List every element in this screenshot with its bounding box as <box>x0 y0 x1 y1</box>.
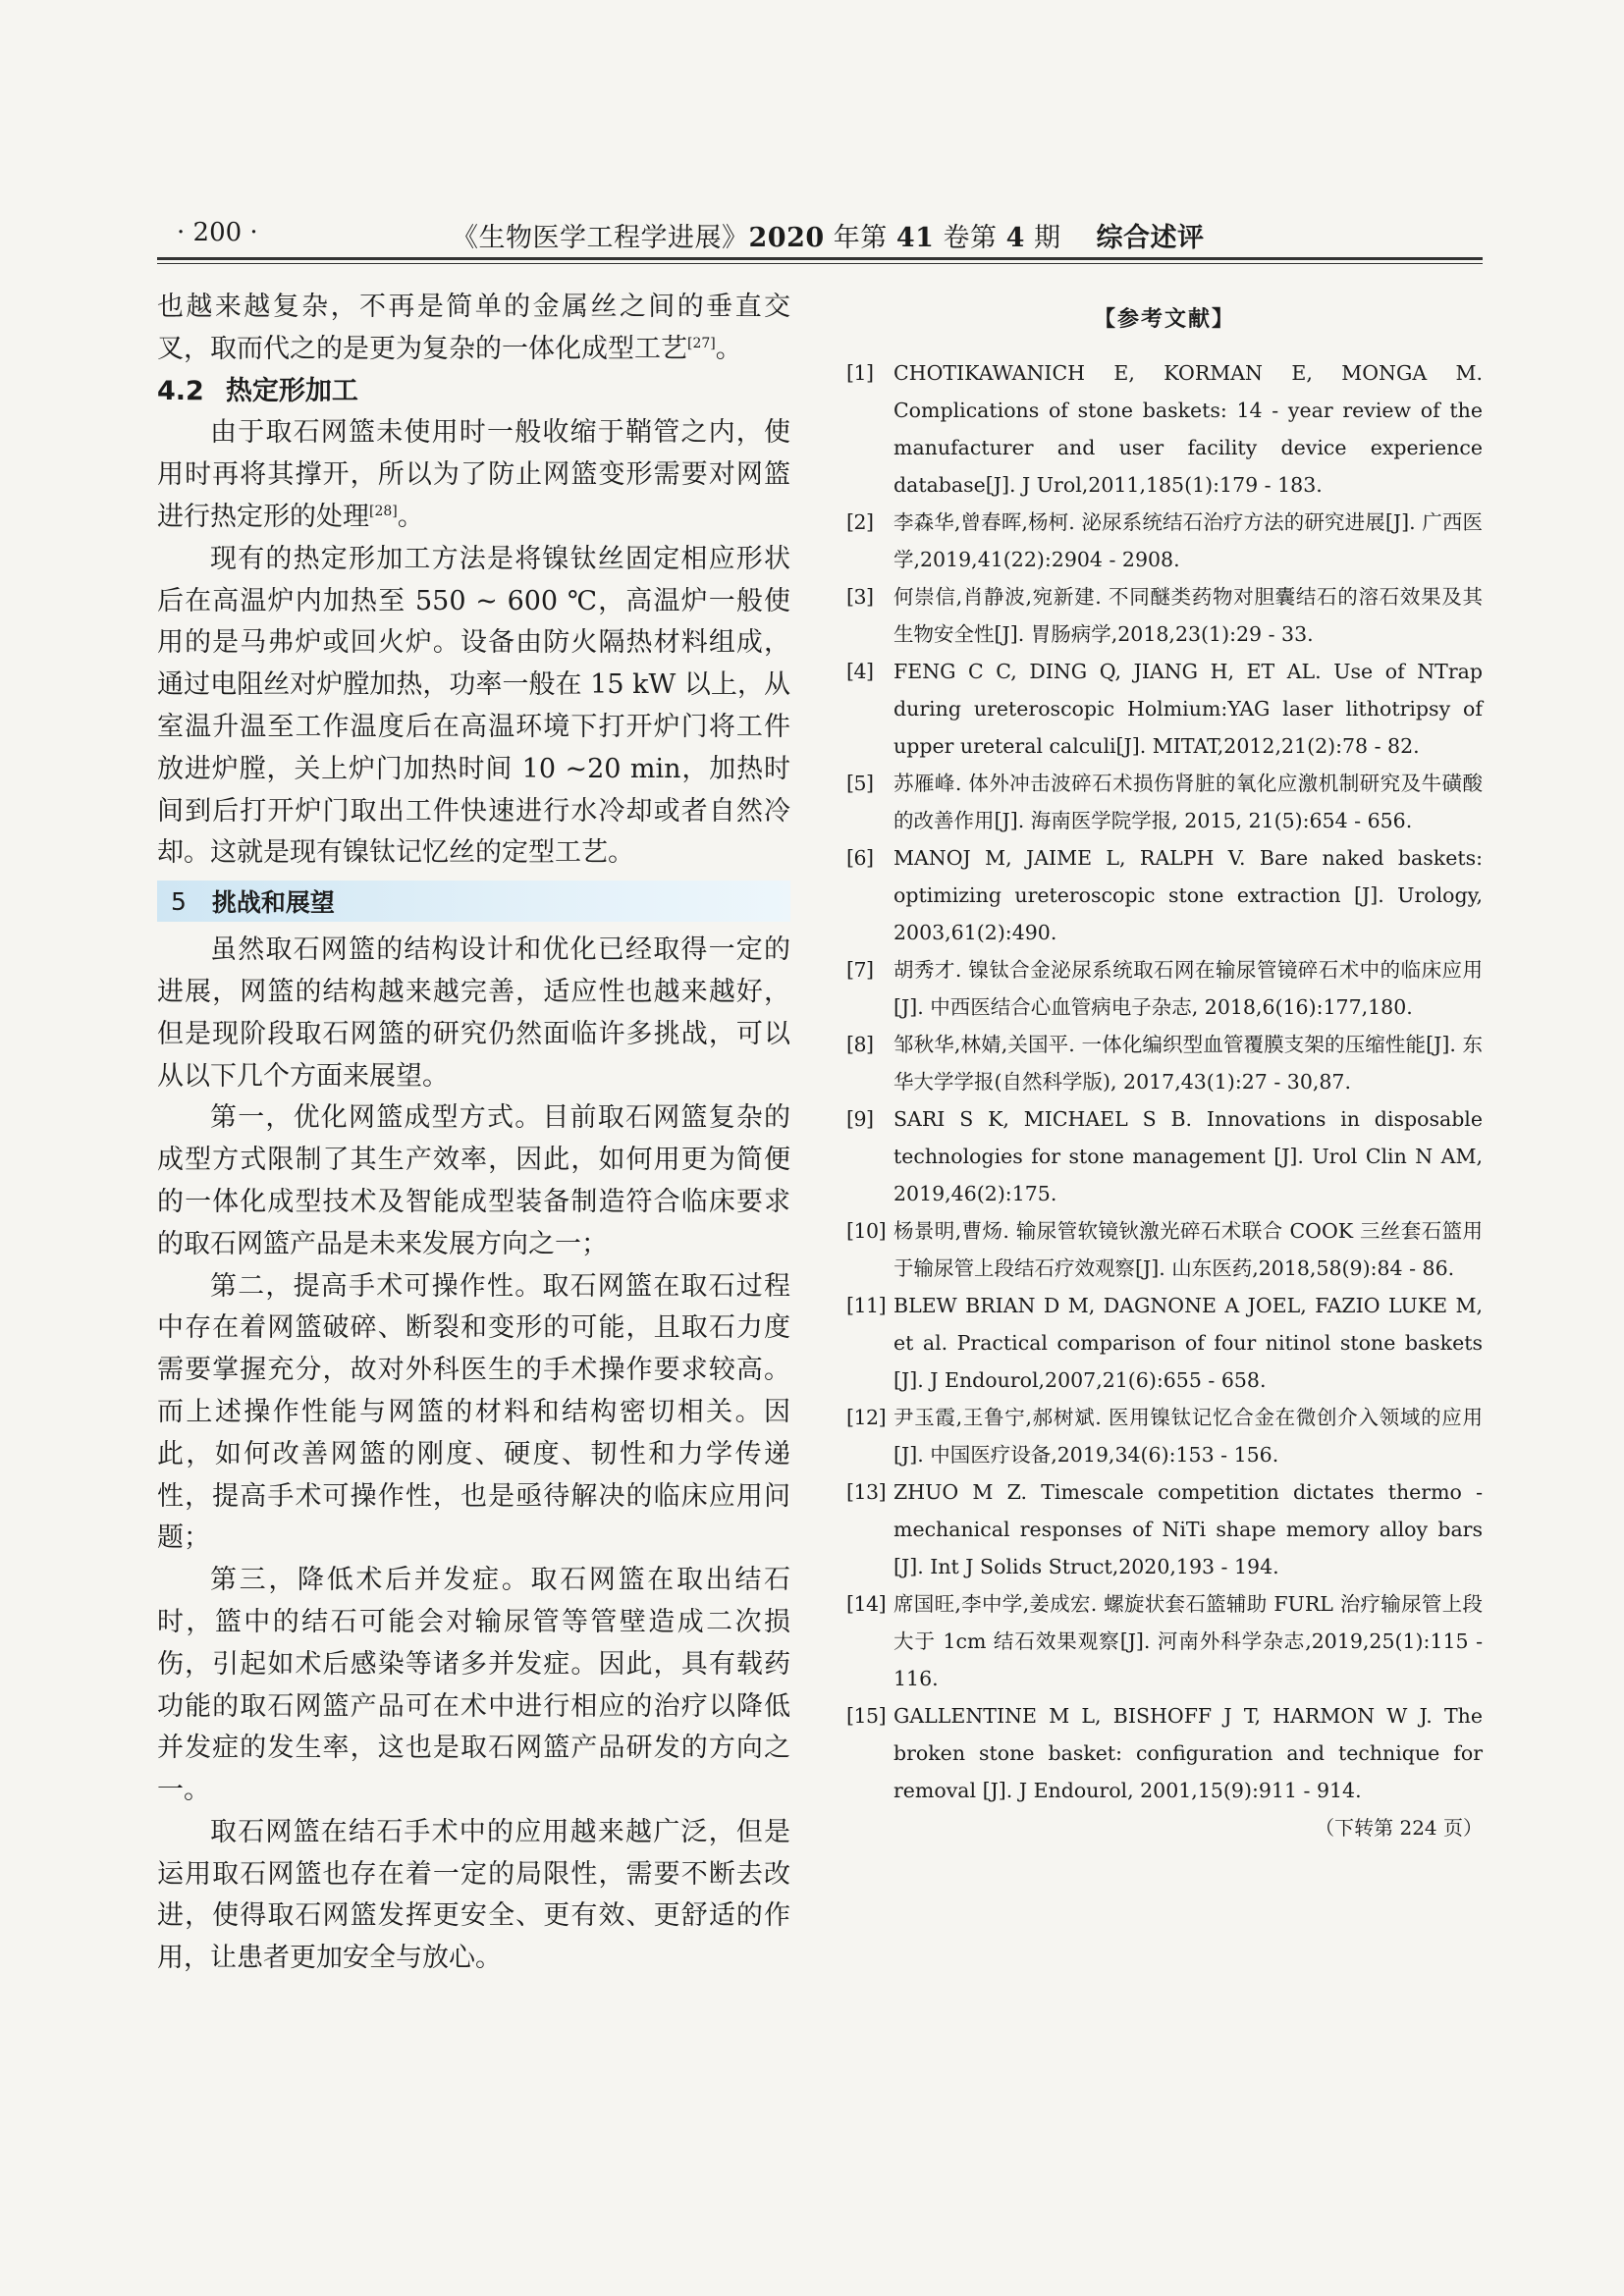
reference-text: SARI S K, MICHAEL S B. Innovations in disposable technologies for stone management [J]. Urol Clin N AM, 2019,46(2):175. <box>893 1107 1483 1205</box>
reference-item <box>846 1697 1483 1809</box>
right-column <box>846 287 1483 1844</box>
reference-item <box>846 1399 1483 1473</box>
reference-text: GALLENTINE M L, BISHOFF J T, HARMON W J. The broken stone basket: configuration and technique for removal [J]. J Endourol, 2001,15(9):911 - 914. <box>893 1704 1483 1802</box>
reference-number: [4] <box>846 660 874 683</box>
reference-item <box>846 1585 1483 1697</box>
header-rule-thin <box>157 263 1483 264</box>
journal-title: 《生物医学工程学进展》2020 年第 41 卷第 4 期 综合述评 <box>452 223 1205 253</box>
references-heading: 【参考文献】 <box>1093 307 1235 332</box>
section-heading: 5 挑战和展望 <box>157 881 790 922</box>
paragraph: 取石网篮在结石手术中的应用越来越广泛，但是运用取石网篮也存在着一定的局限性，需要不断去改进，使得取石网篮发挥更安全、更有效、更舒适的作用，让患者更加安全与放心。 <box>157 1816 790 1974</box>
subsection-heading: 4.2 热定形加工 <box>157 375 358 406</box>
paragraph: 第三，降低术后并发症。取石网篮在取出结石时，篮中的结石可能会对输尿管等管壁造成二次损伤，引起如术后感染等诸多并发症。因此，具有载药功能的取石网篮产品可在术中进行相应的治疗以降低并发症的发生率，这也是取石网篮产品研发的方向之一。 <box>157 1565 790 1806</box>
reference-number: [10] <box>846 1219 887 1243</box>
reference-number: [13] <box>846 1480 887 1504</box>
reference-item <box>846 354 1483 504</box>
reference-number: [14] <box>846 1592 887 1616</box>
reference-number: [1] <box>846 361 874 385</box>
continued-note: （下转第 224 页） <box>1315 1816 1483 1840</box>
reference-item <box>846 504 1483 578</box>
reference-item <box>846 1287 1483 1399</box>
reference-text: FENG C C, DING Q, JIANG H, ET AL. Use of NTrap during ureteroscopic Holmium:YAG laser lithotripsy of upper ureteral calculi[J]. MITAT,2012,21(2):78 - 82. <box>893 660 1483 758</box>
reference-text: 邹秋华,林婧,关国平. 一体化编织型血管覆膜支架的压缩性能[J]. 东华大学学报(自然科学版), 2017,43(1):27 - 30,87. <box>893 1033 1483 1094</box>
citation: [28] <box>369 503 398 519</box>
reference-number: [7] <box>846 958 874 982</box>
reference-item <box>846 1212 1483 1287</box>
reference-number: [5] <box>846 772 874 795</box>
reference-text: 何崇信,肖静波,宛新建. 不同醚类药物对胆囊结石的溶石效果及其生物安全性[J]. 胃肠病学,2018,23(1):29 - 33. <box>893 585 1483 646</box>
reference-item <box>846 578 1483 653</box>
reference-item <box>846 951 1483 1026</box>
reference-item <box>846 653 1483 765</box>
section-label: 综合述评 <box>1096 223 1205 253</box>
reference-text: MANOJ M, JAIME L, RALPH V. Bare naked baskets: optimizing ureteroscopic stone extraction [J]. Urology, 2003,61(2):490. <box>893 846 1483 944</box>
reference-text: 杨景明,曹炀. 输尿管软镜钬激光碎石术联合 COOK 三丝套石篮用于输尿管上段结石疗效观察[J]. 山东医药,2018,58(9):84 - 86. <box>893 1219 1483 1280</box>
reference-item <box>846 1026 1483 1100</box>
reference-number: [9] <box>846 1107 874 1131</box>
reference-text: CHOTIKAWANICH E, KORMAN E, MONGA M. Complications of stone baskets: 14 - year review of the manufacturer and user facility device experience database[J]. J Urol,2011,185(1):179 - 183. <box>893 361 1483 497</box>
reference-number: [15] <box>846 1704 887 1728</box>
reference-text: 席国旺,李中学,姜成宏. 螺旋状套石篮辅助 FURL 治疗输尿管上段大于 1cm 结石效果观察[J]. 河南外科学杂志,2019,25(1):115 - 116. <box>893 1592 1483 1690</box>
page-number: · 200 · <box>177 218 258 247</box>
paragraph: 第二，提高手术可操作性。取石网篮在取石过程中存在着网篮破碎、断裂和变形的可能，且取石力度需要掌握充分，故对外科医生的手术操作要求较高。而上述操作性能与网篮的材料和结构密切相关。因此，如何改善网篮的刚度、硬度、韧性和力学传递性，提高手术可操作性，也是亟待解决的临床应用问题； <box>157 1270 790 1554</box>
paragraph: 虽然取石网篮的结构设计和优化已经取得一定的进展，网篮的结构越来越完善，适应性也越来越好，但是现阶段取石网篮的研究仍然面临许多挑战，可以从以下几个方面来展望。 <box>157 934 790 1092</box>
reference-number: [6] <box>846 846 874 870</box>
reference-item <box>846 1473 1483 1585</box>
reference-item <box>846 839 1483 951</box>
running-header <box>157 214 1483 259</box>
reference-number: [12] <box>846 1406 887 1429</box>
reference-text: 胡秀才. 镍钛合金泌尿系统取石网在输尿管镜碎石术中的临床应用[J]. 中西医结合心血管病电子杂志, 2018,6(16):177,180. <box>893 958 1483 1019</box>
reference-text: 苏雁峰. 体外冲击波碎石术损伤肾脏的氧化应激机制研究及牛磺酸的改善作用[J]. 海南医学院学报, 2015, 21(5):654 - 656. <box>893 772 1483 832</box>
reference-item <box>846 765 1483 839</box>
reference-number: [3] <box>846 585 874 609</box>
citation: [27] <box>687 335 716 351</box>
paragraph: 由于取石网篮未使用时一般收缩于鞘管之内，使用时再将其撑开，所以为了防止网篮变形需要对网篮进行热定形的处理[28]。 <box>157 417 790 532</box>
reference-number: [11] <box>846 1294 887 1317</box>
reference-number: [2] <box>846 510 874 534</box>
header-rule <box>157 257 1483 260</box>
reference-list <box>846 354 1483 1809</box>
paragraph: 也越来越复杂，不再是简单的金属丝之间的垂直交叉，取而代之的是更为复杂的一体化成型工艺[27]。 <box>157 292 790 364</box>
reference-text: BLEW BRIAN D M, DAGNONE A JOEL, FAZIO LUKE M, et al. Practical comparison of four nitinol stone baskets [J]. J Endourol,2007,21(6):655 - 658. <box>893 1294 1483 1392</box>
reference-item <box>846 1100 1483 1212</box>
paragraph: 现有的热定形加工方法是将镍钛丝固定相应形状后在高温炉内加热至 550 ~ 600 ℃，高温炉一般使用的是马弗炉或回火炉。设备由防火隔热材料组成，通过电阻丝对炉膛加热，功率一般在 15 kW 以上，从室温升温至工作温度后在高温环境下打开炉门将工件放进炉膛，关上炉门加热时间 10 ~20 min，加热时间到后打开炉门取出工件快速进行水冷却或者自然冷却。这就是现有镍钛记忆丝的定型工艺。 <box>157 543 790 869</box>
paragraph: 第一，优化网篮成型方式。目前取石网篮复杂的成型方式限制了其生产效率，因此，如何用更为简便的一体化成型技术及智能成型装备制造符合临床要求的取石网篮产品是未来发展方向之一； <box>157 1102 790 1259</box>
reference-text: 尹玉霞,王鲁宁,郝树斌. 医用镍钛记忆合金在微创介入领域的应用[J]. 中国医疗设备,2019,34(6):153 - 156. <box>893 1406 1483 1467</box>
reference-number: [8] <box>846 1033 874 1056</box>
reference-text: ZHUO M Z. Timescale competition dictates thermo - mechanical responses of NiTi shape memory alloy bars [J]. Int J Solids Struct,2020,193 - 194. <box>893 1480 1483 1578</box>
left-column <box>157 287 790 1980</box>
reference-text: 李森华,曾春晖,杨柯. 泌尿系统结石治疗方法的研究进展[J]. 广西医学,2019,41(22):2904 - 2908. <box>893 510 1483 571</box>
